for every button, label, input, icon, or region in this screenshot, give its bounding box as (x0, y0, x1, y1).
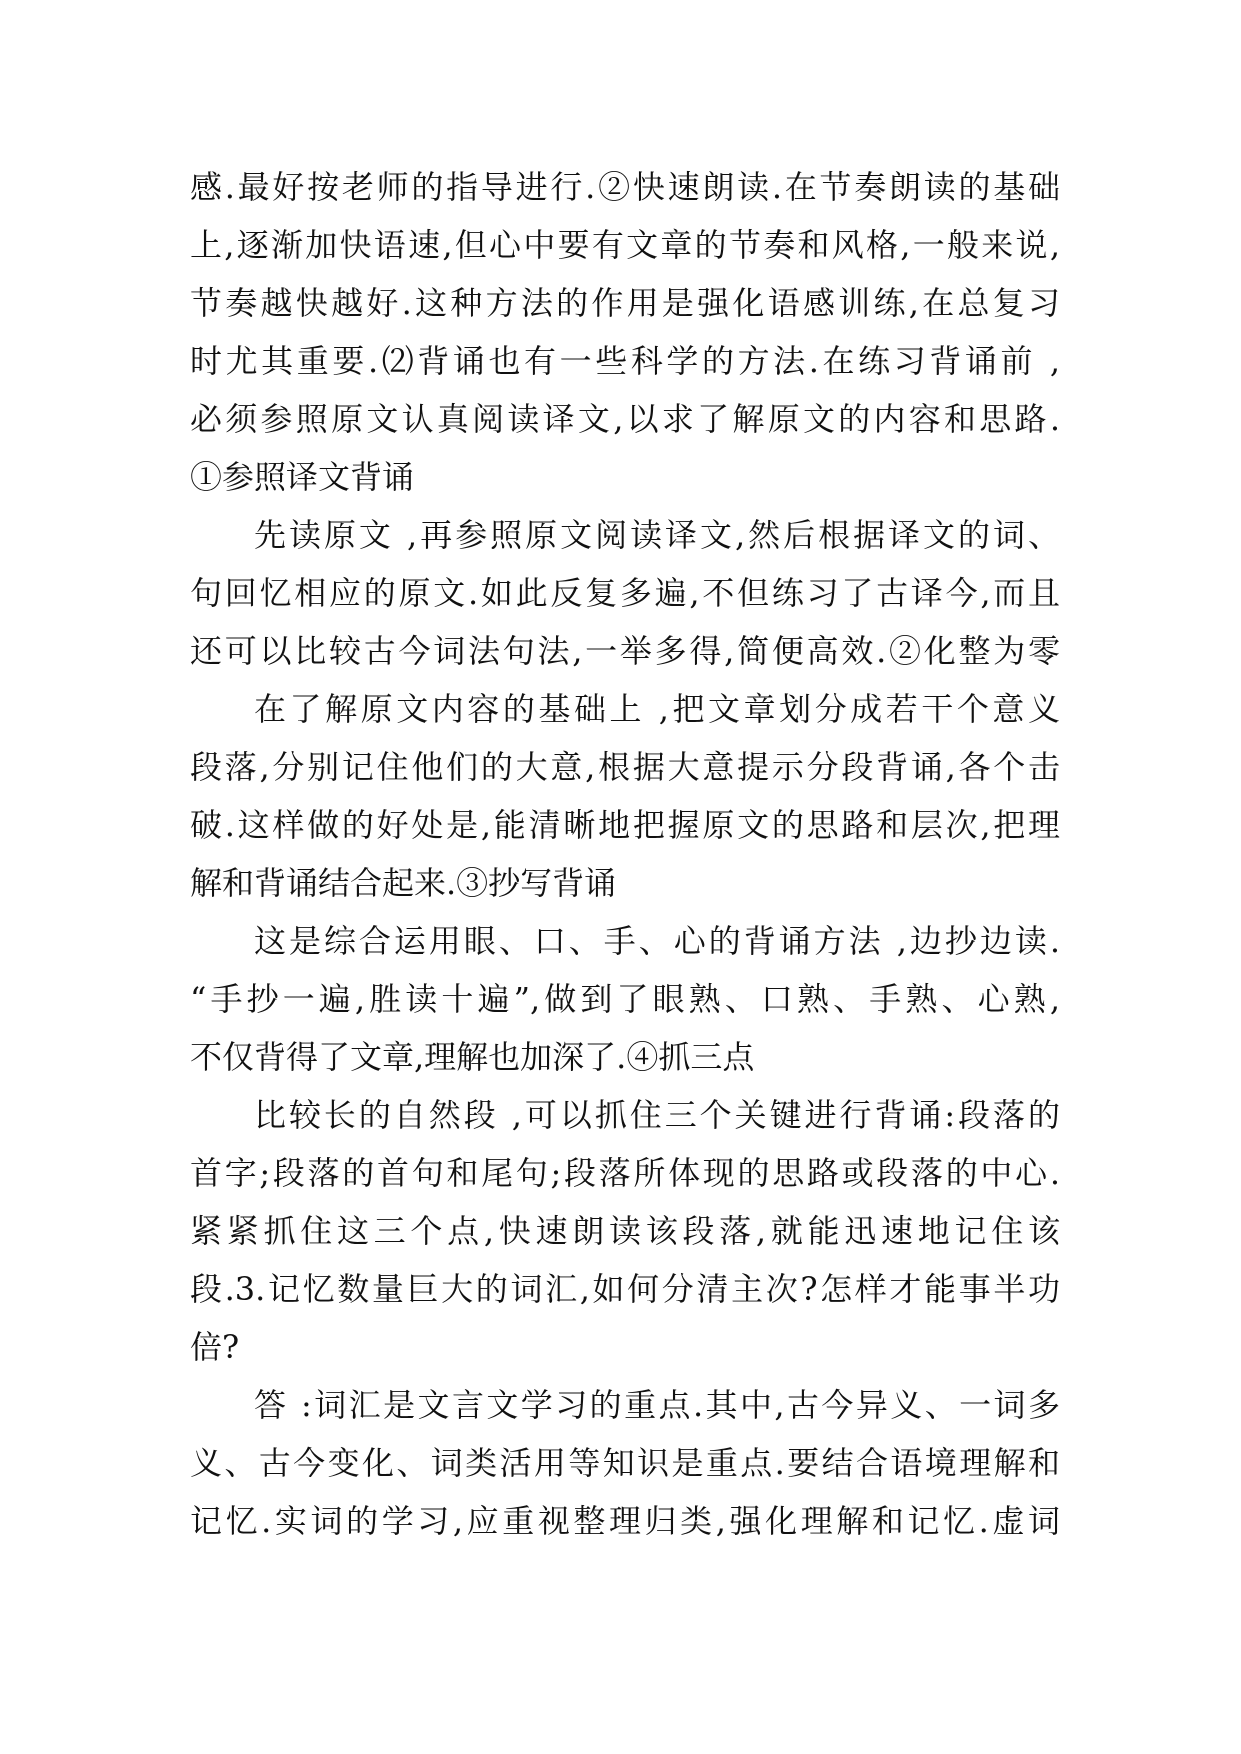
text-line: 先读原文 ,再参照原文阅读译文,然后根据译文的词、 (254, 516, 1060, 554)
text-line: 段落,分别记住他们的大意,根据大意提示分段背诵,各个击 (190, 748, 1060, 786)
text-line: 答 :词汇是文言文学习的重点.其中,古今异义、一词多 (254, 1386, 1060, 1424)
text-line: 这是综合运用眼、口、手、心的背诵方法 ,边抄边读. (254, 922, 1060, 960)
text-line: 首字;段落的首句和尾句;段落所体现的思路或段落的中心. (190, 1154, 1060, 1192)
text-line: 时尤其重要.⑵背诵也有一些科学的方法.在练习背诵前 , (190, 342, 1060, 380)
text-line: 义、古今变化、词类活用等知识是重点.要结合语境理解和 (190, 1444, 1060, 1482)
text-line: 段.3.记忆数量巨大的词汇,如何分清主次?怎样才能事半功 (190, 1270, 1060, 1308)
text-line: 记忆.实词的学习,应重视整理归类,强化理解和记忆.虚词 (190, 1502, 1060, 1540)
text-line: 节奏越快越好.这种方法的作用是强化语感训练,在总复习 (190, 284, 1060, 322)
text-line: 破.这样做的好处是,能清晰地把握原文的思路和层次,把理 (190, 806, 1060, 844)
text-line: 解和背诵结合起来.③抄写背诵 (190, 864, 617, 902)
text-line: 在了解原文内容的基础上 ,把文章划分成若干个意义 (254, 690, 1060, 728)
text-line: ①参照译文背诵 (190, 458, 415, 496)
text-line: 紧紧抓住这三个点,快速朗读该段落,就能迅速地记住该 (190, 1212, 1060, 1250)
text-line: “手抄一遍,胜读十遍”,做到了眼熟、口熟、手熟、心熟, (190, 980, 1060, 1018)
text-line: 比较长的自然段 ,可以抓住三个关键进行背诵:段落的 (254, 1096, 1060, 1134)
text-line: 不仅背得了文章,理解也加深了.④抓三点 (190, 1038, 755, 1076)
text-line: 句回忆相应的原文.如此反复多遍,不但练习了古译今,而且 (190, 574, 1060, 612)
text-line: 感.最好按老师的指导进行.②快速朗读.在节奏朗读的基础 (190, 168, 1060, 206)
text-line: 上,逐渐加快语速,但心中要有文章的节奏和风格,一般来说, (190, 226, 1060, 264)
text-line: 必须参照原文认真阅读译文,以求了解原文的内容和思路. (190, 400, 1060, 438)
text-line: 还可以比较古今词法句法,一举多得,简便高效.②化整为零 (190, 632, 1060, 670)
text-line: 倍? (190, 1328, 240, 1366)
